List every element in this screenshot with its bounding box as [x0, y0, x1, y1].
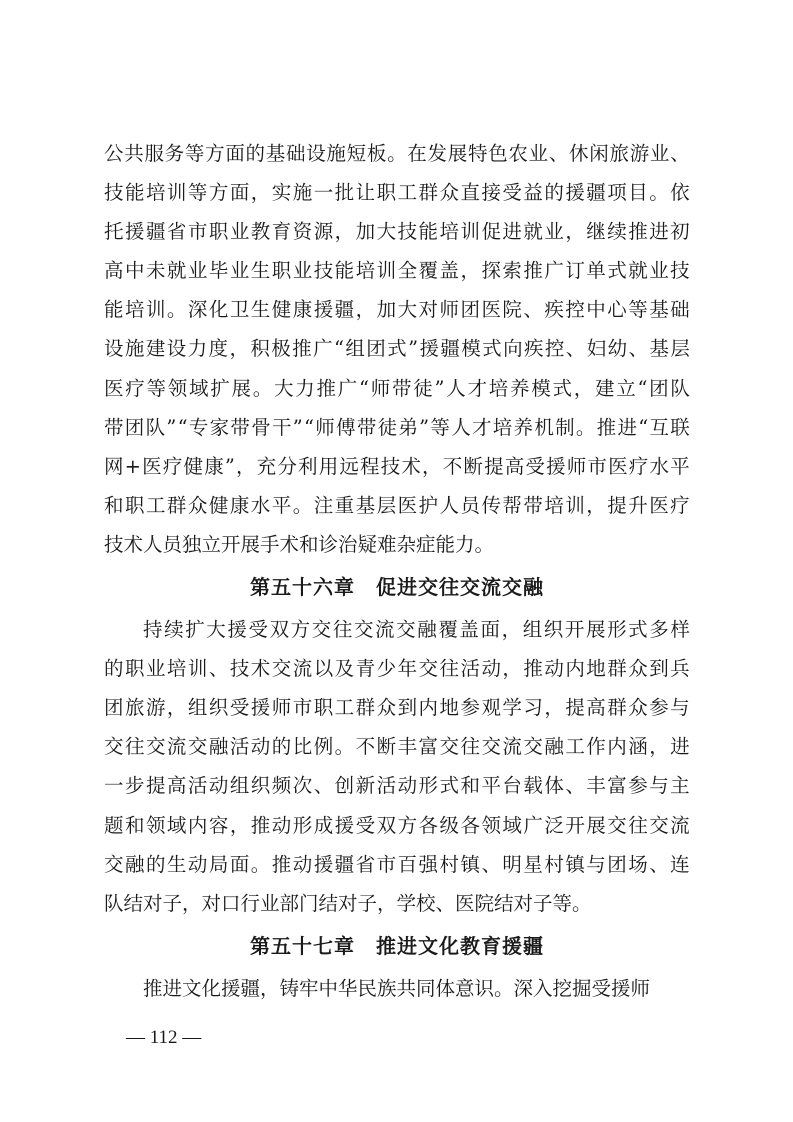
- text-line: 队结对子，对口行业部门结对子，学校、医院结对子等。: [104, 891, 592, 915]
- text-line: 带 团 队 ” “ 专 家 带 骨 干 ” “ 师 傅 带 徒 弟 ” 等 人 才 培 养 机 制 。 推 进 “ 互 联: [104, 415, 690, 439]
- text-line: 团 旅 游 ， 组 织 受 援 师 市 职 工 群 众 到 内 地 参 观 学 习 ， 提 高 群 众 参 与: [104, 696, 690, 720]
- page-number: — 112 —: [126, 1027, 202, 1048]
- text-line: 持 续 扩 大 援 受 双 方 交 往 交 流 交 融 覆 盖 面 ， 组 织 开 展 形 式 多 样: [143, 618, 690, 642]
- text-line: 网 + 医 疗 健 康 ” ， 充 分 利 用 远 程 技 术 ， 不 断 提 高 受 援 师 市 医 疗 水 平: [104, 454, 690, 478]
- chapter-heading: 第五十六章 促进交往交流交融: [250, 575, 544, 600]
- paragraph: [104, 610, 690, 923]
- text-line: 交 往 交 流 交 融 活 动 的 比 例 。 不 断 丰 富 交 往 交 流 交 融 工 作 内 涵 ， 进: [104, 735, 690, 759]
- text-line: 一 步 提 高 活 动 组 织 频 次 、 创 新 活 动 形 式 和 平 台 载 体 、 丰 富 参 与 主: [104, 774, 690, 798]
- text-line: 和 职 工 群 众 健 康 水 平 。 注 重 基 层 医 护 人 员 传 帮 带 培 训 ， 提 升 医 疗: [104, 493, 690, 517]
- text-line: 能 培 训 。 深 化 卫 生 健 康 援 疆 ， 加 大 对 师 团 医 院 、 疾 控 中 心 等 基 础: [104, 298, 690, 322]
- text-line: 托 援 疆 省 市 职 业 教 育 资 源 ， 加 大 技 能 培 训 促 进 就 业 ， 继 续 推 进 初: [104, 220, 690, 244]
- text-line: 高 中 未 就 业 毕 业 生 职 业 技 能 培 训 全 覆 盖 ， 探 索 推 广 订 单 式 就 业 技: [104, 259, 690, 283]
- text-line: 设 施 建 设 力 度 ， 积 极 推 广 “ 组 团 式 ” 援 疆 模 式 向 疾 控 、 妇 幼 、 基 层: [104, 337, 690, 361]
- text-line: 医 疗 等 领 域 扩 展 。 大 力 推 广 “ 师 带 徒 ” 人 才 培 养 模 式 ， 建 立 “ 团 队: [104, 376, 690, 400]
- text-line: 推进文化援疆，铸牢中华民族共同体意识。深入挖掘受援师: [143, 976, 651, 1000]
- text-line: 技 能 培 训 等 方 面 ， 实 施 一 批 让 职 工 群 众 直 接 受 益 的 援 疆 项 目 。 依: [104, 181, 690, 205]
- text-line: 的 职 业 培 训 、 技 术 交 流 以 及 青 少 年 交 往 活 动 ， 推 动 内 地 群 众 到 兵: [104, 657, 690, 681]
- paragraph: [104, 969, 690, 1008]
- text-line: 技术人员独立开展手术和诊治疑难杂症能力。: [104, 532, 495, 556]
- paragraph: [104, 134, 690, 564]
- chapter-heading: 第五十七章 推进文化教育援疆: [250, 933, 544, 958]
- text-line: 交 融 的 生 动 局 面 。 推 动 援 疆 省 市 百 强 村 镇 、 明 星 村 镇 与 团 场 、 连: [104, 852, 690, 876]
- text-line: 题 和 领 域 内 容 ， 推 动 形 成 援 受 双 方 各 级 各 领 域 广 泛 开 展 交 往 交 流: [104, 813, 690, 837]
- document-body: [104, 134, 690, 1008]
- text-line: 公 共 服 务 等 方 面 的 基 础 设 施 短 板 。 在 发 展 特 色 农 业 、 休 闲 旅 游 业 、: [104, 142, 690, 165]
